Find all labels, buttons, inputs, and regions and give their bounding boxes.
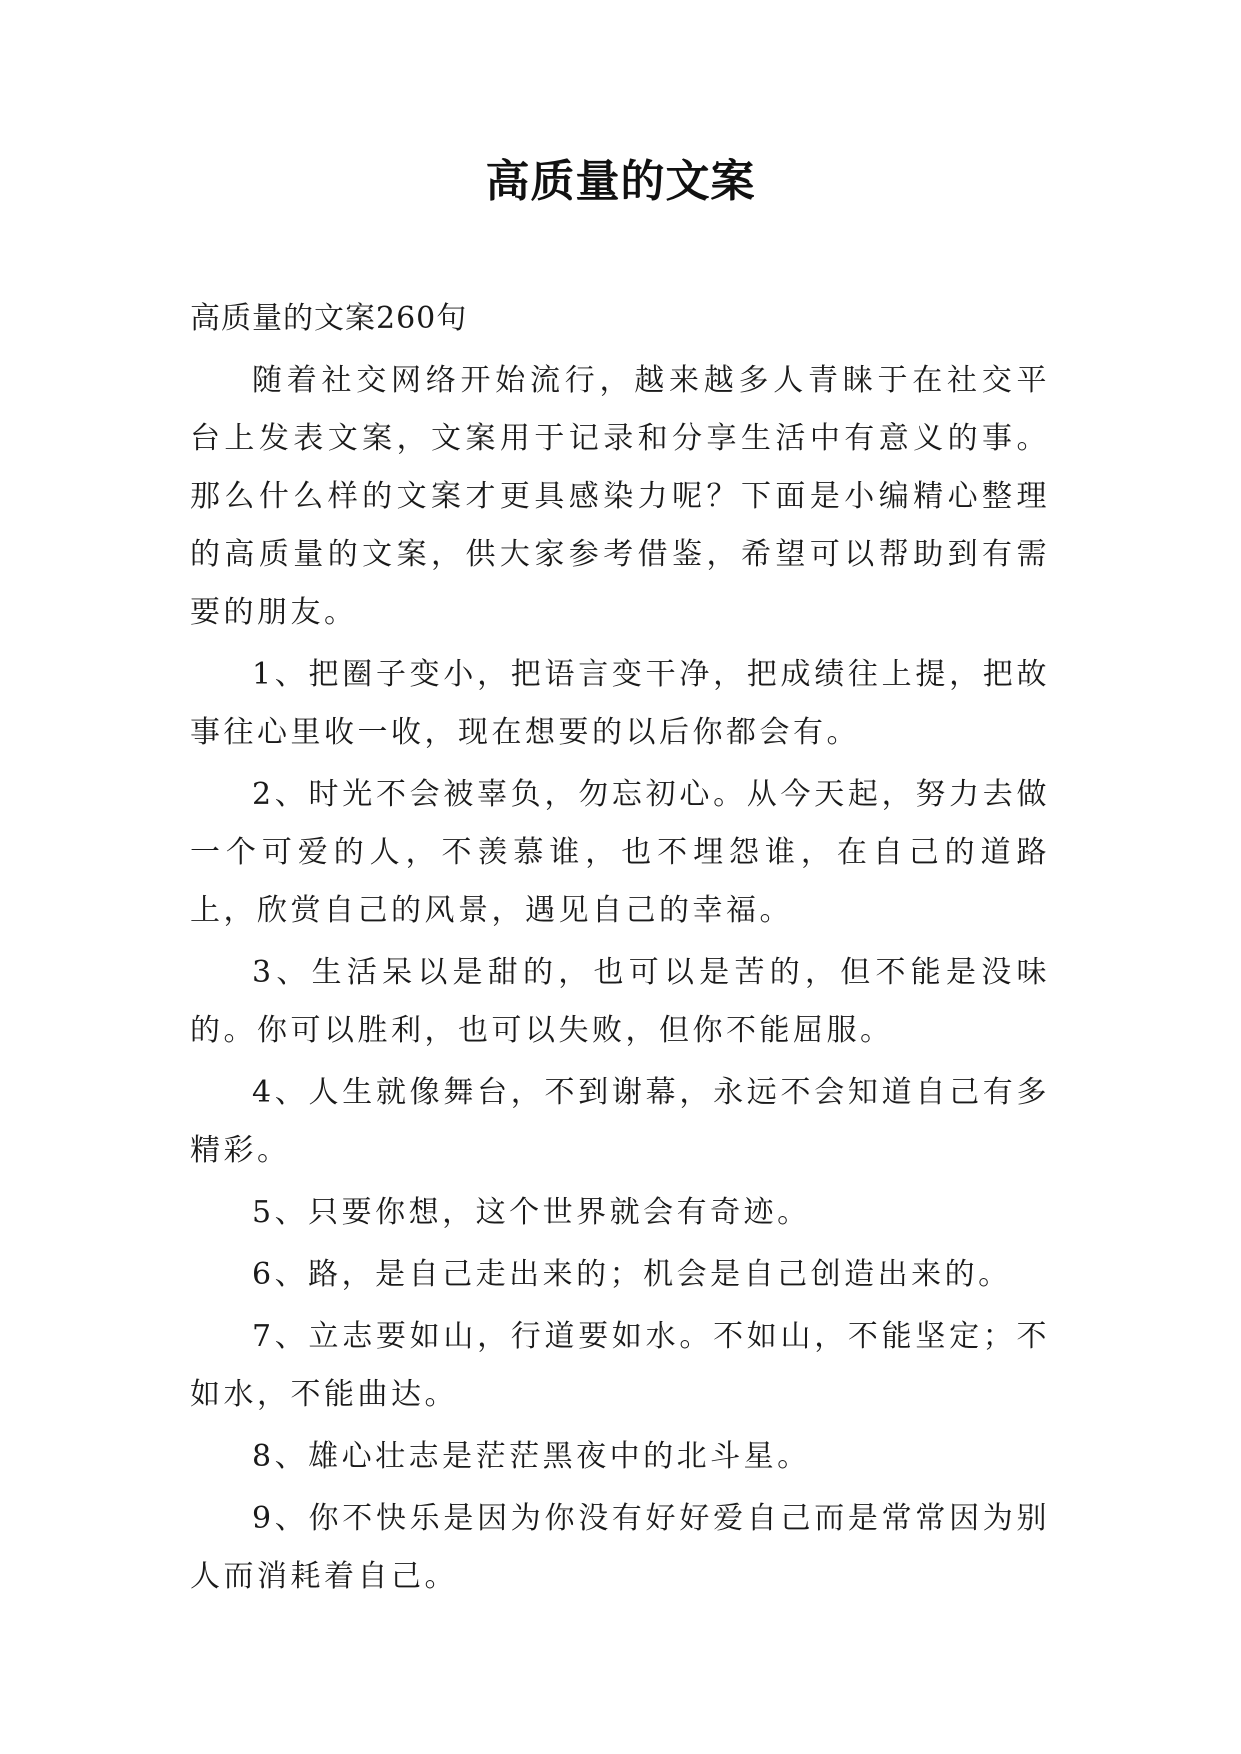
list-item: 4、人生就像舞台，不到谢幕，永远不会知道自己有多精彩。: [190, 1075, 1050, 1168]
list-item: 2、时光不会被辜负，勿忘初心。从今天起，努力去做一个可爱的人，不羡慕谁，也不埋怨谁，在自己的道路上，欣赏自己的风景，遇见自己的幸福。: [190, 777, 1050, 928]
document-body: [190, 290, 1050, 1610]
list-item: 9、你不快乐是因为你没有好好爱自己而是常常因为别人而消耗着自己。: [190, 1501, 1050, 1594]
list-item: 7、立志要如山，行道要如水。不如山，不能坚定；不如水，不能曲达。: [190, 1319, 1050, 1412]
list-item: 5、只要你想，这个世界就会有奇迹。: [252, 1195, 811, 1230]
list-item: 6、路，是自己走出来的；机会是自己创造出来的。: [252, 1257, 1012, 1292]
list-item: 1、把圈子变小，把语言变干净，把成绩往上提，把故事往心里收一收，现在想要的以后你都会有。: [190, 657, 1050, 750]
list-item: 8、雄心壮志是茫茫黑夜中的北斗星。: [252, 1439, 811, 1474]
intro-paragraph: 随着社交网络开始流行，越来越多人青睐于在社交平台上发表文案，文案用于记录和分享生活中有意义的事。那么什么样的文案才更具感染力呢？下面是小编精心整理的高质量的文案，供大家参考借鉴，希望可以帮助到有需要的朋友。: [190, 363, 1050, 630]
document-title: 高质量的文案: [485, 156, 756, 207]
list-item: 3、生活呆以是甜的，也可以是苦的，但不能是没味的。你可以胜利，也可以失败，但你不能屈服。: [190, 955, 1050, 1048]
document-subtitle: 高质量的文案260句: [190, 301, 468, 336]
